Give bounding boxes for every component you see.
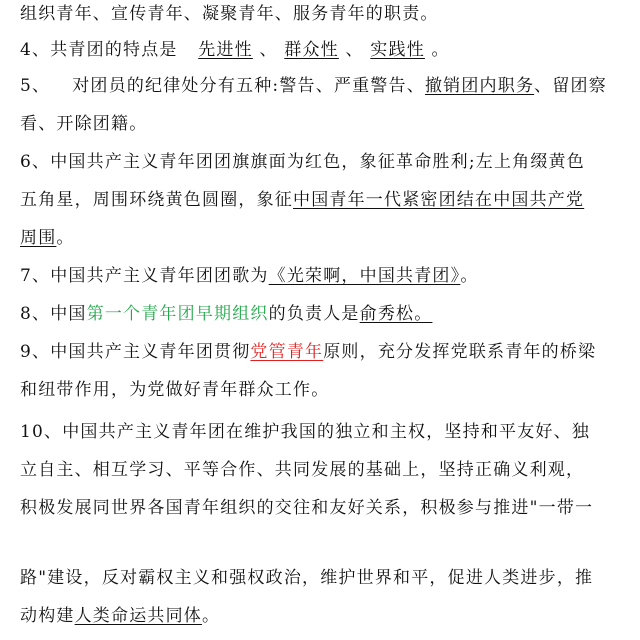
item-6-cont: 五角星，周围环绕黄色圆圈，象征 <box>20 190 293 210</box>
answer-yu-xiusong: 俞秀松。 <box>359 304 433 324</box>
item-8-mid: 的负责人是 <box>268 304 360 324</box>
text-line-14 <box>20 496 630 520</box>
text-line-11 <box>20 378 630 402</box>
text-line-12 <box>20 420 630 444</box>
item-5-number: 5、 <box>20 76 51 96</box>
line-4-text: 看、开除团籍。 <box>20 114 148 134</box>
text-line-15 <box>20 566 630 590</box>
item-9-end: 原则，充分发挥党联系青年的桥梁 <box>323 342 597 362</box>
text-line-10 <box>20 340 630 364</box>
item-5-text: 对团员的纪律处分有五种:警告、严重警告、 <box>72 76 425 96</box>
item-10-text: 10、中国共产主义青年团在维护我国的独立和主权，坚持和平友好、独 <box>20 422 591 442</box>
text-line-4 <box>20 112 630 136</box>
item-4-prefix: 4、共青团的特点是 <box>20 40 185 60</box>
answer-practice: 实践性 <box>370 40 425 60</box>
line-16-end: 。 <box>202 606 221 626</box>
answer-revoke-post: 撤销团内职务 <box>424 76 535 96</box>
text-line-2 <box>20 38 630 62</box>
text-line-9 <box>20 302 630 326</box>
text-line-7 <box>20 226 630 250</box>
answer-around: 周围 <box>20 228 57 248</box>
item-7-end: 。 <box>460 266 479 286</box>
item-5-end: 、留团察 <box>534 76 607 96</box>
line-15-text: 路"建设，反对霸权主义和强权政治，维护世界和平，促进人类进步，推 <box>20 568 594 588</box>
text-line-6 <box>20 188 630 212</box>
line-13-text: 立自主、相互学习、平等合作、共同发展的基础上，坚持正确义利观， <box>20 460 585 480</box>
item-7-text: 7、中国共产主义青年团团歌为 <box>20 266 269 286</box>
item-8-prefix: 8、中国 <box>20 304 87 324</box>
line-14-text: 积极发展同世界各国青年组织的交往和友好关系，积极参与推进"一带一 <box>20 498 594 518</box>
line-1-text: 组织青年、宣传青年、凝聚青年、服务青年的职责。 <box>20 4 439 24</box>
highlight-first-organization: 第一个青年团早期组织 <box>86 304 269 324</box>
highlight-party-leads-youth: 党管青年 <box>250 342 324 362</box>
item-4-end: 。 <box>424 40 450 60</box>
item-6-text: 6、中国共产主义青年团团旗旗面为红色，象征革命胜利;左上角缀黄色 <box>20 152 585 172</box>
text-line-1 <box>20 2 630 26</box>
text-line-3 <box>20 74 630 98</box>
item-9-prefix: 9、中国共产主义青年团贯彻 <box>20 342 251 362</box>
answer-unity: 中国青年一代紧密团结在中国共产党 <box>293 190 585 210</box>
line-16-prefix: 动构建 <box>20 606 75 626</box>
item-6-end: 。 <box>56 228 75 248</box>
line-11-text: 和纽带作用，为党做好青年群众工作。 <box>20 380 330 400</box>
answer-anthem: 《光荣啊，中国共青团》 <box>268 266 461 286</box>
text-line-8 <box>20 264 630 288</box>
answer-community: 人类命运共同体 <box>74 606 203 626</box>
text-line-5 <box>20 150 630 174</box>
answer-advanced: 先进性 <box>198 40 253 60</box>
text-line-16 <box>20 604 630 628</box>
separator-2: 、 <box>338 40 371 60</box>
text-line-13 <box>20 458 630 482</box>
answer-mass: 群众性 <box>284 40 339 60</box>
separator-1: 、 <box>252 40 285 60</box>
